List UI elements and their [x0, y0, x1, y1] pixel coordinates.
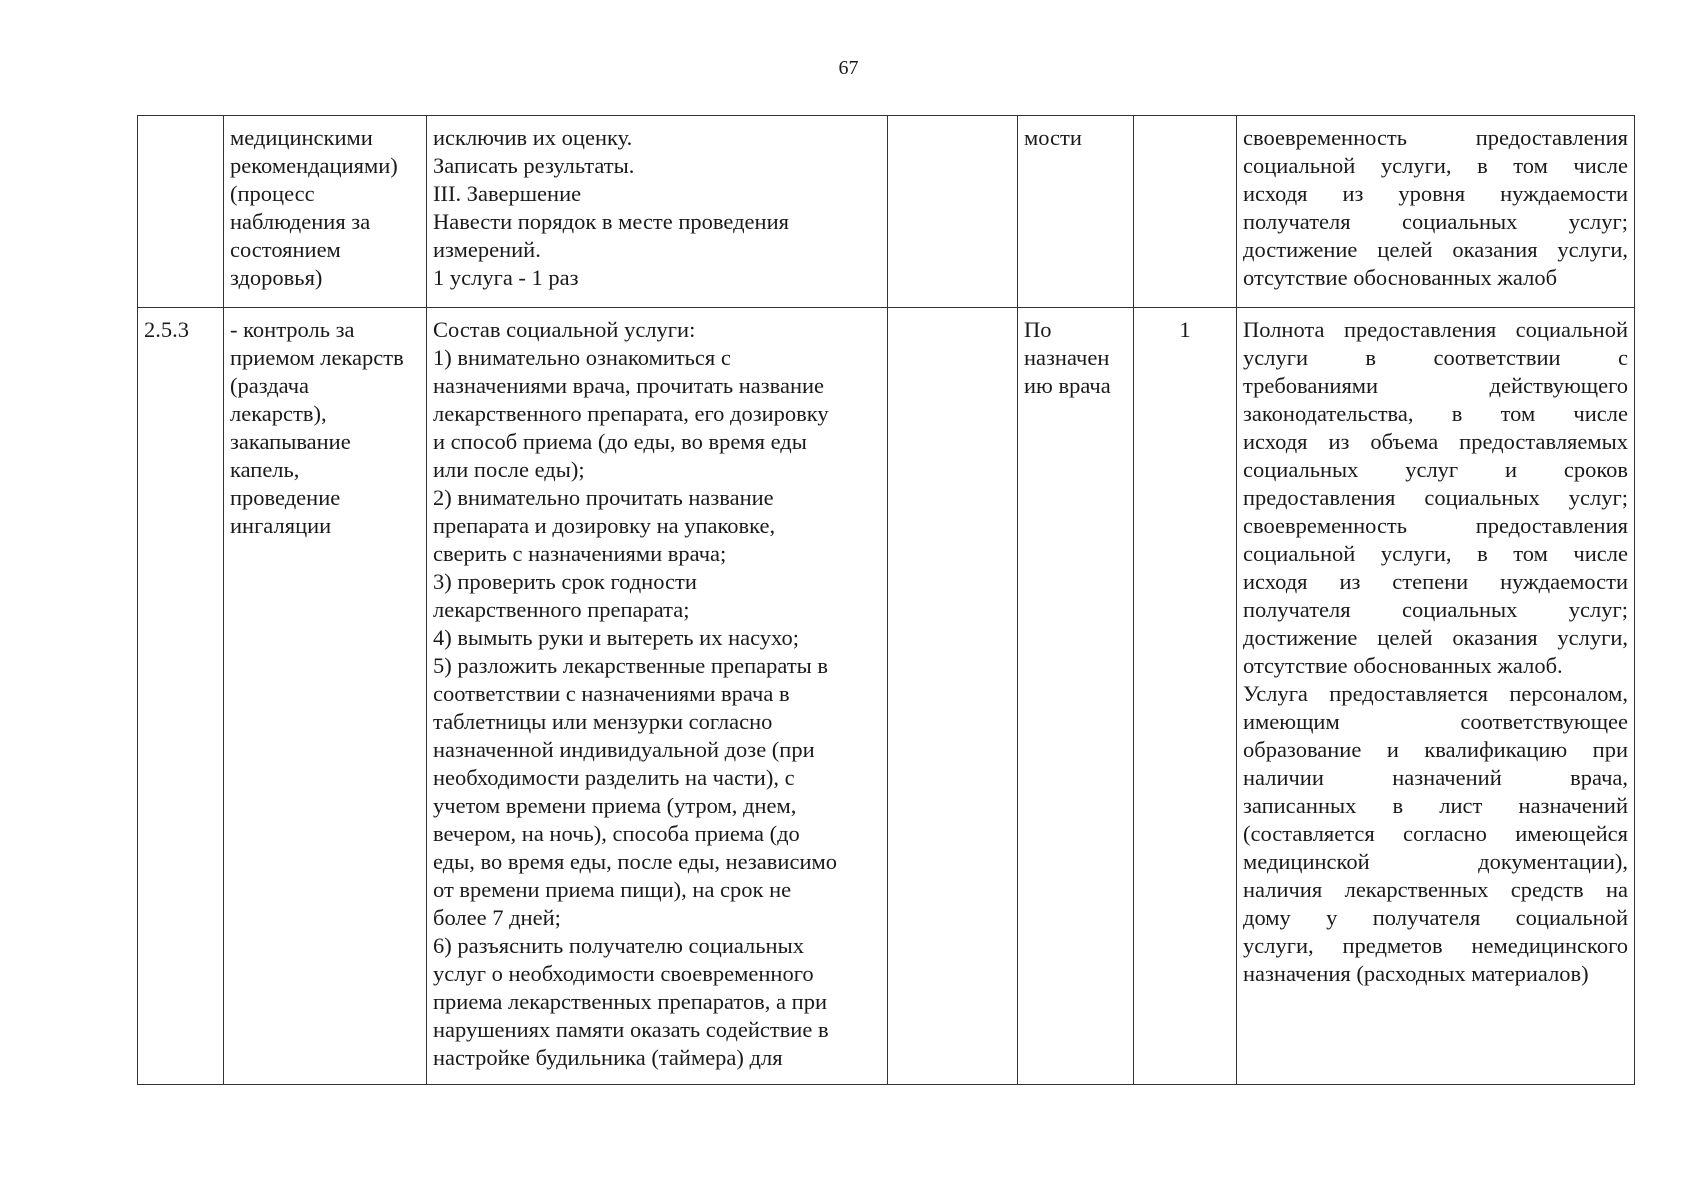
text-line: достижение целей оказания услуги,: [1243, 625, 1628, 650]
text-line: измерений.: [433, 237, 541, 262]
text-line: требованиями действующего: [1243, 373, 1628, 398]
text-line: более 7 дней;: [433, 905, 561, 930]
text-line: от времени приема пищи), на срок не: [433, 877, 792, 902]
services-table: [137, 115, 1635, 1085]
text-line: еды, во время еды, после еды, независимо: [433, 849, 837, 874]
text-line: учетом времени приема (утром, днем,: [433, 793, 797, 818]
text-line: предоставления социальных услуг;: [1243, 485, 1628, 510]
text-line: 1) внимательно ознакомиться с: [433, 345, 731, 370]
text-line: состоянием: [230, 237, 341, 262]
text-line: необходимости разделить на части), с: [433, 765, 795, 790]
text-line: препарата и дозировку на упаковке,: [433, 513, 776, 538]
table-row: [138, 116, 1635, 308]
text-line: - контроль за: [230, 317, 355, 342]
text-line: здоровья): [230, 265, 323, 290]
text-line: исходя из уровня нуждаемости: [1243, 181, 1628, 206]
text-line: назначениями врача, прочитать название: [433, 373, 825, 398]
text-line: 4) вымыть руки и вытереть их насухо;: [433, 625, 799, 650]
text-line: настройке будильника (таймера) для: [433, 1045, 783, 1070]
empty-cell: [888, 308, 1018, 1085]
text-line: исходя из объема предоставляемых: [1243, 429, 1628, 454]
text-line: исключив их оценку.: [433, 125, 633, 150]
text-line: получателя социальных услуг;: [1243, 209, 1628, 234]
text-line: 3) проверить срок годности: [433, 569, 697, 594]
text-line: сверить с назначениями врача;: [433, 541, 727, 566]
text-line: наличии назначений врача,: [1243, 765, 1628, 790]
text-line: услуги в соответствии с: [1243, 345, 1628, 370]
text-line: (раздача: [230, 373, 310, 398]
text-line: таблетницы или мензурки согласно: [433, 709, 773, 734]
text-line: Навести порядок в месте проведения: [433, 209, 789, 234]
service-number-cell: [138, 308, 224, 1085]
quality-criteria-cell: [1237, 116, 1635, 308]
text-line: отсутствие обоснованных жалоб.: [1243, 653, 1563, 678]
text-line: соответствии с назначениями врача в: [433, 681, 790, 706]
text-line: приема лекарственных препаратов, а при: [433, 989, 827, 1014]
text-line: и способ приема (до еды, во время еды: [433, 429, 807, 454]
text-line: исходя из степени нуждаемости: [1243, 569, 1628, 594]
text-line: записанных в лист назначений: [1243, 793, 1628, 818]
text-line: законодательства, в том числе: [1243, 401, 1628, 426]
text-line: своевременность предоставления: [1243, 513, 1628, 538]
text-line: социальной услуги, в том числе: [1243, 153, 1628, 178]
text-line: назначен: [1024, 345, 1110, 370]
text-line: назначения (расходных материалов): [1243, 961, 1589, 986]
text-line: имеющим соответствующее: [1243, 709, 1628, 734]
service-name-cell: [224, 116, 427, 308]
text-line: приемом лекарств: [230, 345, 404, 370]
text-line: проведение: [230, 485, 341, 510]
service-number-cell: [138, 116, 224, 308]
service-unit-cell: [1134, 116, 1237, 308]
service-description-cell: [427, 308, 888, 1085]
text-line: ингаляции: [230, 513, 332, 538]
text-line: услуги, предметов немедицинского: [1243, 933, 1628, 958]
text-line: образование и квалификацию при: [1243, 737, 1628, 762]
text-line: капель,: [230, 457, 300, 482]
quality-criteria-cell: [1237, 308, 1635, 1085]
text-line: дому у получателя социальной: [1243, 905, 1628, 930]
text-line: Услуга предоставляется персоналом,: [1243, 681, 1628, 706]
service-period-cell: [1018, 308, 1134, 1085]
text-line: социальных услуг и сроков: [1243, 457, 1628, 482]
text-line: получателя социальных услуг;: [1243, 597, 1628, 622]
text-line: медицинской документации),: [1243, 849, 1628, 874]
service-name-cell: [224, 308, 427, 1085]
text-line: 2) внимательно прочитать название: [433, 485, 774, 510]
service-period: мости: [1024, 125, 1082, 150]
service-number: 2.5.3: [144, 317, 189, 342]
text-line: социальной услуги, в том числе: [1243, 541, 1628, 566]
text-line: наблюдения за: [230, 209, 371, 234]
text-line: лекарств),: [230, 401, 327, 426]
text-line: медицинскими: [230, 125, 373, 150]
empty-cell: [888, 116, 1018, 308]
text-line: III. Завершение: [433, 181, 582, 206]
text-line: 1 услуга - 1 раз: [433, 265, 579, 290]
text-line: лекарственного препарата;: [433, 597, 690, 622]
service-unit: 1: [1179, 317, 1191, 342]
text-line: (составляется согласно имеющейся: [1243, 821, 1628, 846]
text-line: По: [1024, 317, 1052, 342]
text-line: Состав социальной услуги:: [433, 317, 696, 342]
text-line: (процесс: [230, 181, 315, 206]
text-line: 5) разложить лекарственные препараты в: [433, 653, 829, 678]
text-line: ию врача: [1024, 373, 1111, 398]
service-period-cell: [1018, 116, 1134, 308]
text-line: назначенной индивидуальной дозе (при: [433, 737, 815, 762]
text-line: Полнота предоставления социальной: [1243, 317, 1628, 342]
text-line: рекомендациями): [230, 153, 398, 178]
service-description-cell: [427, 116, 888, 308]
page-number: 67: [838, 57, 859, 79]
text-line: Записать результаты.: [433, 153, 635, 178]
text-line: своевременность предоставления: [1243, 125, 1628, 150]
text-line: лекарственного препарата, его дозировку: [433, 401, 829, 426]
text-line: закапывание: [230, 429, 351, 454]
text-line: отсутствие обоснованных жалоб: [1243, 265, 1558, 290]
text-line: вечером, на ночь), способа приема (до: [433, 821, 800, 846]
text-line: достижение целей оказания услуги,: [1243, 237, 1628, 262]
text-line: наличия лекарственных средств на: [1243, 877, 1628, 902]
service-unit-cell: [1134, 308, 1237, 1085]
text-line: или после еды);: [433, 457, 585, 482]
text-line: нарушениях памяти оказать содействие в: [433, 1017, 829, 1042]
table-row: [138, 308, 1635, 1085]
text-line: услуг о необходимости своевременного: [433, 961, 814, 986]
text-line: 6) разъяснить получателю социальных: [433, 933, 804, 958]
